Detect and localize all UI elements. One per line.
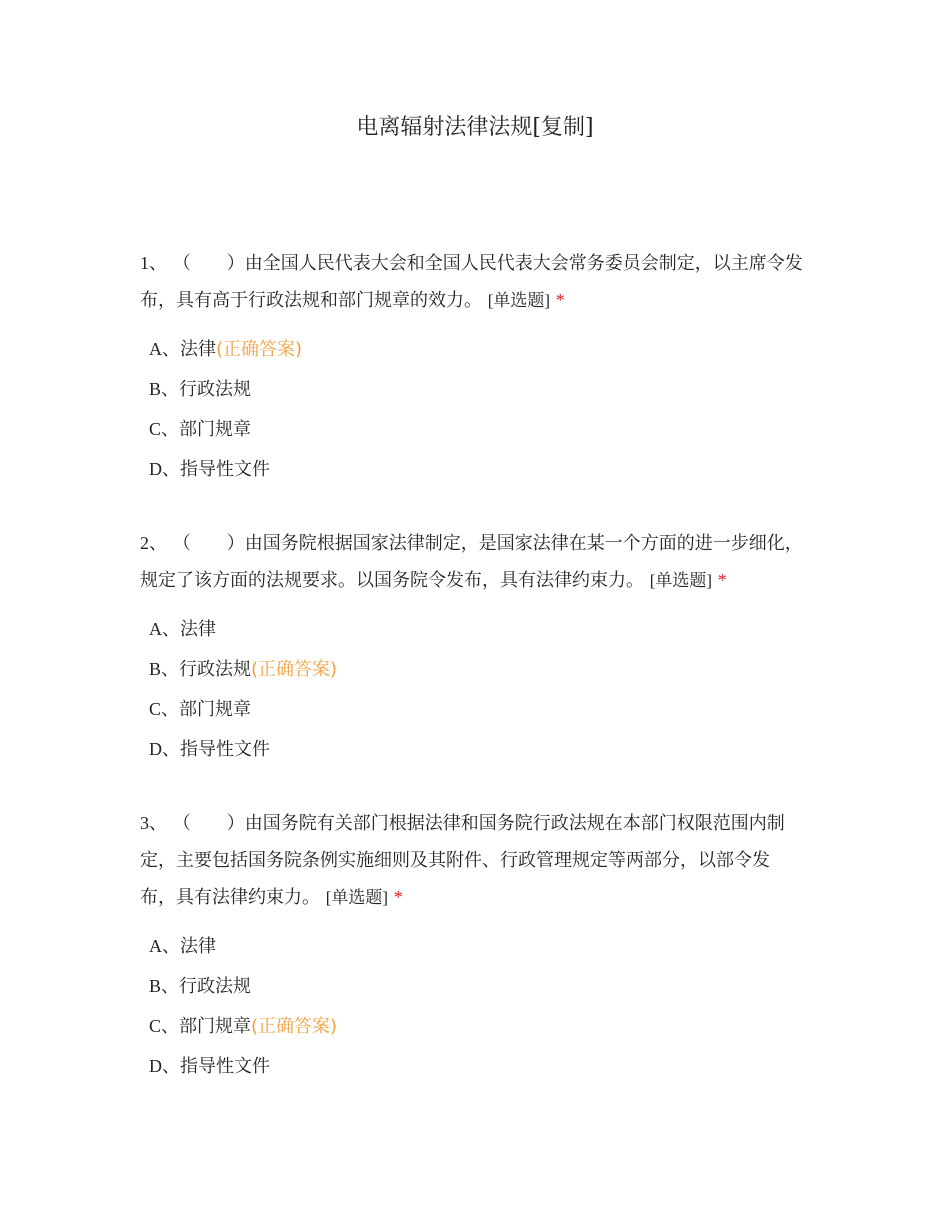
question-blank: （ ）: [172, 813, 245, 834]
option-letter: A、: [149, 339, 180, 359]
correct-answer-label: (正确答案): [251, 1016, 338, 1037]
question-1: [140, 245, 805, 489]
option-a[interactable]: [149, 609, 805, 649]
option-text: 部门规章: [179, 1016, 252, 1037]
option-a[interactable]: [149, 926, 805, 966]
option-letter: D、: [149, 459, 180, 479]
option-a[interactable]: [149, 329, 805, 369]
option-text: 部门规章: [179, 699, 252, 720]
question-type: [单选题]: [649, 571, 713, 590]
option-letter: A、: [149, 936, 180, 956]
question-3: [140, 805, 805, 1086]
question-2: [140, 525, 805, 769]
question-stem: [140, 525, 805, 599]
required-mark: *: [393, 887, 403, 907]
correct-answer-label: (正确答案): [216, 339, 303, 360]
option-d[interactable]: [149, 729, 805, 769]
question-number: 1、: [140, 253, 167, 273]
option-letter: C、: [149, 699, 180, 719]
option-text: 法律: [180, 936, 216, 957]
question-text: 由国务院有关部门根据法律和国务院行政法规在本部门权限范围内制定，主要包括国务院条例实施细则及其附件、行政管理规定等两部分，以部令发布，具有法律约束力。: [140, 813, 785, 908]
options-list: [140, 926, 805, 1086]
options-list: [140, 609, 805, 769]
option-d[interactable]: [149, 1046, 805, 1086]
option-text: 法律: [180, 339, 216, 360]
option-text: 法律: [180, 619, 216, 640]
option-letter: D、: [149, 1056, 180, 1076]
option-text: 指导性文件: [180, 739, 270, 760]
question-blank: （ ）: [172, 253, 245, 274]
option-b[interactable]: [149, 649, 805, 689]
option-letter: C、: [149, 419, 180, 439]
option-letter: B、: [149, 379, 180, 399]
required-mark: *: [555, 290, 565, 310]
question-number: 3、: [140, 813, 167, 833]
required-mark: *: [717, 570, 727, 590]
option-c[interactable]: [149, 689, 805, 729]
option-text: 部门规章: [179, 419, 252, 440]
option-letter: A、: [149, 619, 180, 639]
document-title: 电离辐射法律法规[复制]: [356, 115, 594, 140]
option-text: 行政法规: [179, 659, 252, 680]
question-stem: [140, 245, 805, 319]
option-letter: C、: [149, 1016, 180, 1036]
question-stem: [140, 805, 805, 916]
option-d[interactable]: [149, 449, 805, 489]
option-text: 指导性文件: [180, 1056, 270, 1077]
option-text: 指导性文件: [180, 459, 270, 480]
question-number: 2、: [140, 533, 167, 553]
option-letter: B、: [149, 976, 180, 996]
option-text: 行政法规: [179, 976, 252, 997]
option-c[interactable]: [149, 1006, 805, 1046]
question-text: 由国务院根据国家法律制定，是国家法律在某一个方面的进一步细化，规定了该方面的法规要求。以国务院令发布，具有法律约束力。: [140, 533, 803, 591]
option-letter: B、: [149, 659, 180, 679]
correct-answer-label: (正确答案): [251, 659, 338, 680]
option-b[interactable]: [149, 966, 805, 1006]
option-c[interactable]: [149, 409, 805, 449]
options-list: [140, 329, 805, 489]
question-text: 由全国人民代表大会和全国人民代表大会常务委员会制定，以主席令发布，具有高于行政法规和部门规章的效力。: [140, 253, 803, 311]
option-text: 行政法规: [179, 379, 252, 400]
option-letter: D、: [149, 739, 180, 759]
question-type: [单选题]: [487, 291, 551, 310]
option-b[interactable]: [149, 369, 805, 409]
question-type: [单选题]: [325, 888, 389, 907]
question-blank: （ ）: [172, 533, 245, 554]
